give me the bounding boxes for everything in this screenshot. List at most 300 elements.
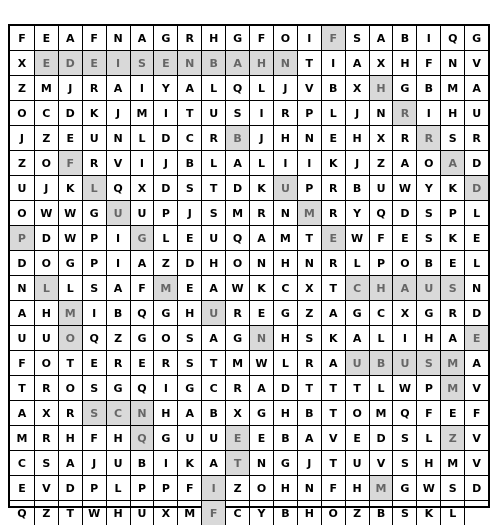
grid-cell[interactable]: P: [130, 476, 154, 500]
grid-cell[interactable]: X: [369, 126, 393, 150]
grid-cell[interactable]: F: [18, 356, 26, 370]
grid-cell[interactable]: Q: [130, 426, 154, 450]
grid-cell[interactable]: E: [321, 226, 345, 250]
grid-cell[interactable]: A: [392, 276, 416, 300]
grid-cell[interactable]: J: [249, 126, 273, 150]
grid-cell[interactable]: Q: [440, 26, 464, 50]
grid-cell[interactable]: R: [34, 376, 58, 400]
grid-cell[interactable]: S: [82, 376, 106, 400]
grid-cell[interactable]: C: [345, 276, 369, 300]
grid-cell[interactable]: A: [321, 351, 345, 375]
grid-cell[interactable]: W: [345, 226, 369, 250]
grid-cell[interactable]: B: [177, 151, 201, 175]
grid-cell[interactable]: M: [440, 76, 464, 100]
grid-cell[interactable]: B: [321, 76, 345, 100]
grid-cell[interactable]: U: [416, 276, 440, 300]
grid-cell[interactable]: J: [345, 101, 369, 125]
grid-cell[interactable]: D: [34, 226, 58, 250]
grid-cell[interactable]: W: [249, 351, 273, 375]
grid-cell[interactable]: S: [177, 351, 201, 375]
grid-cell[interactable]: E: [464, 226, 488, 250]
grid-cell[interactable]: I: [130, 151, 154, 175]
grid-cell[interactable]: G: [153, 426, 177, 450]
grid-cell[interactable]: R: [321, 251, 345, 275]
grid-cell[interactable]: D: [464, 151, 488, 175]
grid-cell[interactable]: L: [369, 376, 393, 400]
grid-cell[interactable]: D: [58, 476, 82, 500]
grid-cell[interactable]: A: [130, 26, 154, 50]
grid-cell[interactable]: N: [273, 51, 297, 75]
grid-cell[interactable]: R: [177, 26, 201, 50]
grid-cell[interactable]: E: [321, 126, 345, 150]
grid-cell[interactable]: U: [201, 426, 225, 450]
grid-cell[interactable]: H: [153, 401, 177, 425]
grid-cell[interactable]: T: [201, 351, 225, 375]
grid-cell[interactable]: A: [130, 251, 154, 275]
grid-cell[interactable]: H: [440, 101, 464, 125]
grid-cell[interactable]: H: [273, 251, 297, 275]
grid-cell[interactable]: S: [392, 426, 416, 450]
grid-cell[interactable]: G: [225, 26, 249, 50]
grid-cell[interactable]: I: [106, 251, 130, 275]
grid-cell[interactable]: N: [440, 51, 464, 75]
grid-cell[interactable]: C: [17, 456, 26, 470]
grid-cell[interactable]: R: [58, 401, 82, 425]
grid-cell[interactable]: G: [58, 251, 82, 275]
grid-cell[interactable]: I: [416, 26, 440, 50]
grid-cell[interactable]: G: [273, 301, 297, 325]
grid-cell[interactable]: C: [34, 101, 58, 125]
grid-cell[interactable]: R: [321, 201, 345, 225]
grid-cell[interactable]: C: [106, 401, 130, 425]
grid-cell[interactable]: U: [17, 331, 27, 345]
grid-cell[interactable]: Q: [130, 376, 154, 400]
grid-cell[interactable]: N: [297, 126, 321, 150]
grid-cell[interactable]: O: [34, 351, 58, 375]
grid-cell[interactable]: F: [416, 51, 440, 75]
grid-cell[interactable]: U: [106, 451, 130, 475]
grid-cell[interactable]: T: [297, 376, 321, 400]
grid-cell[interactable]: V: [297, 76, 321, 100]
grid-cell[interactable]: S: [201, 201, 225, 225]
grid-cell[interactable]: H: [392, 51, 416, 75]
grid-cell[interactable]: E: [177, 226, 201, 250]
grid-cell[interactable]: I: [153, 101, 177, 125]
grid-cell[interactable]: B: [273, 501, 297, 525]
grid-cell[interactable]: R: [416, 126, 440, 150]
grid-cell[interactable]: C: [225, 501, 249, 525]
grid-cell[interactable]: E: [153, 51, 177, 75]
grid-cell[interactable]: M: [34, 76, 58, 100]
grid-cell[interactable]: U: [130, 201, 154, 225]
grid-cell[interactable]: N: [17, 281, 27, 295]
grid-cell[interactable]: N: [249, 326, 273, 350]
grid-cell[interactable]: T: [297, 51, 321, 75]
grid-cell[interactable]: D: [153, 176, 177, 200]
grid-cell[interactable]: R: [225, 301, 249, 325]
grid-cell[interactable]: B: [225, 126, 249, 150]
grid-cell[interactable]: L: [249, 76, 273, 100]
grid-cell[interactable]: H: [416, 326, 440, 350]
grid-cell[interactable]: R: [34, 426, 58, 450]
grid-cell[interactable]: M: [58, 301, 82, 325]
grid-cell[interactable]: R: [106, 351, 130, 375]
grid-cell[interactable]: I: [82, 301, 106, 325]
grid-cell[interactable]: X: [297, 276, 321, 300]
grid-cell[interactable]: A: [321, 301, 345, 325]
grid-cell[interactable]: T: [321, 276, 345, 300]
grid-cell[interactable]: A: [345, 51, 369, 75]
grid-cell[interactable]: T: [58, 501, 82, 525]
grid-cell[interactable]: T: [321, 401, 345, 425]
grid-cell[interactable]: J: [273, 76, 297, 100]
grid-cell[interactable]: R: [153, 351, 177, 375]
grid-cell[interactable]: C: [369, 301, 393, 325]
grid-cell[interactable]: H: [273, 401, 297, 425]
grid-cell[interactable]: J: [34, 176, 58, 200]
grid-cell[interactable]: A: [58, 451, 82, 475]
grid-cell[interactable]: Z: [34, 501, 58, 525]
grid-cell[interactable]: D: [177, 251, 201, 275]
grid-cell[interactable]: D: [369, 426, 393, 450]
grid-cell[interactable]: L: [464, 201, 488, 225]
grid-cell[interactable]: S: [440, 276, 464, 300]
grid-cell[interactable]: L: [464, 251, 488, 275]
grid-cell[interactable]: F: [82, 426, 106, 450]
grid-cell[interactable]: E: [58, 126, 82, 150]
grid-cell[interactable]: A: [106, 76, 130, 100]
grid-cell[interactable]: B: [297, 401, 321, 425]
grid-cell[interactable]: S: [82, 401, 106, 425]
grid-cell[interactable]: S: [440, 126, 464, 150]
grid-cell[interactable]: L: [321, 101, 345, 125]
grid-cell[interactable]: [464, 501, 488, 525]
grid-cell[interactable]: F: [58, 151, 82, 175]
grid-cell[interactable]: A: [249, 226, 273, 250]
grid-cell[interactable]: L: [106, 476, 130, 500]
grid-cell[interactable]: L: [58, 276, 82, 300]
grid-cell[interactable]: S: [297, 326, 321, 350]
grid-cell[interactable]: R: [392, 126, 416, 150]
grid-cell[interactable]: P: [440, 201, 464, 225]
grid-cell[interactable]: Y: [345, 201, 369, 225]
grid-cell[interactable]: F: [321, 476, 345, 500]
grid-cell[interactable]: N: [297, 251, 321, 275]
grid-cell[interactable]: G: [273, 451, 297, 475]
grid-cell[interactable]: U: [464, 101, 488, 125]
grid-cell[interactable]: G: [130, 226, 154, 250]
grid-cell[interactable]: Y: [153, 76, 177, 100]
grid-cell[interactable]: A: [392, 151, 416, 175]
grid-cell[interactable]: H: [58, 426, 82, 450]
grid-cell[interactable]: A: [201, 326, 225, 350]
grid-cell[interactable]: B: [106, 301, 130, 325]
grid-cell[interactable]: Q: [17, 506, 27, 520]
grid-cell[interactable]: Q: [225, 76, 249, 100]
grid-cell[interactable]: M: [273, 226, 297, 250]
grid-cell[interactable]: X: [392, 301, 416, 325]
grid-cell[interactable]: N: [464, 276, 488, 300]
grid-cell[interactable]: C: [177, 126, 201, 150]
grid-cell[interactable]: A: [369, 26, 393, 50]
grid-cell[interactable]: W: [416, 476, 440, 500]
grid-cell[interactable]: A: [177, 76, 201, 100]
grid-cell[interactable]: A: [345, 326, 369, 350]
grid-cell[interactable]: H: [249, 51, 273, 75]
grid-cell[interactable]: J: [82, 451, 106, 475]
grid-cell[interactable]: G: [392, 476, 416, 500]
grid-cell[interactable]: R: [392, 101, 416, 125]
grid-cell[interactable]: Q: [225, 226, 249, 250]
grid-cell[interactable]: O: [17, 206, 27, 220]
grid-cell[interactable]: S: [416, 351, 440, 375]
grid-cell[interactable]: G: [153, 26, 177, 50]
grid-cell[interactable]: H: [34, 301, 58, 325]
grid-cell[interactable]: L: [440, 501, 464, 525]
grid-cell[interactable]: R: [82, 151, 106, 175]
grid-cell[interactable]: L: [153, 226, 177, 250]
grid-cell[interactable]: I: [297, 151, 321, 175]
grid-cell[interactable]: A: [201, 451, 225, 475]
grid-cell[interactable]: O: [17, 106, 27, 120]
grid-cell[interactable]: E: [82, 51, 106, 75]
grid-cell[interactable]: U: [201, 301, 225, 325]
grid-cell[interactable]: K: [249, 176, 273, 200]
grid-cell[interactable]: L: [345, 251, 369, 275]
grid-cell[interactable]: G: [345, 301, 369, 325]
grid-cell[interactable]: U: [273, 176, 297, 200]
grid-cell[interactable]: U: [369, 176, 393, 200]
grid-cell[interactable]: S: [225, 101, 249, 125]
grid-cell[interactable]: U: [201, 101, 225, 125]
grid-cell[interactable]: M: [16, 431, 28, 445]
grid-cell[interactable]: G: [416, 301, 440, 325]
grid-cell[interactable]: R: [297, 351, 321, 375]
grid-cell[interactable]: O: [34, 251, 58, 275]
grid-cell[interactable]: M: [225, 351, 249, 375]
grid-cell[interactable]: A: [464, 351, 488, 375]
grid-cell[interactable]: V: [464, 51, 488, 75]
grid-cell[interactable]: Z: [225, 476, 249, 500]
grid-cell[interactable]: E: [440, 251, 464, 275]
grid-cell[interactable]: G: [392, 76, 416, 100]
grid-cell[interactable]: I: [321, 51, 345, 75]
grid-cell[interactable]: I: [297, 26, 321, 50]
grid-cell[interactable]: K: [82, 101, 106, 125]
grid-cell[interactable]: Q: [130, 301, 154, 325]
grid-cell[interactable]: A: [225, 51, 249, 75]
grid-cell[interactable]: W: [392, 176, 416, 200]
grid-cell[interactable]: S: [34, 451, 58, 475]
grid-cell[interactable]: F: [249, 26, 273, 50]
grid-cell[interactable]: I: [249, 101, 273, 125]
grid-cell[interactable]: H: [416, 451, 440, 475]
grid-cell[interactable]: X: [225, 401, 249, 425]
grid-cell[interactable]: O: [58, 376, 82, 400]
grid-cell[interactable]: U: [201, 226, 225, 250]
grid-cell[interactable]: P: [153, 201, 177, 225]
grid-cell[interactable]: Q: [106, 176, 130, 200]
grid-cell[interactable]: H: [369, 276, 393, 300]
grid-cell[interactable]: L: [34, 276, 58, 300]
grid-cell[interactable]: P: [82, 226, 106, 250]
grid-cell[interactable]: K: [177, 451, 201, 475]
grid-cell[interactable]: E: [177, 276, 201, 300]
grid-cell[interactable]: I: [416, 101, 440, 125]
grid-cell[interactable]: F: [464, 401, 488, 425]
grid-cell[interactable]: D: [225, 176, 249, 200]
grid-cell[interactable]: V: [464, 426, 488, 450]
grid-cell[interactable]: E: [82, 351, 106, 375]
grid-cell[interactable]: G: [106, 376, 130, 400]
grid-cell[interactable]: M: [177, 501, 201, 525]
grid-cell[interactable]: D: [153, 126, 177, 150]
grid-cell[interactable]: T: [321, 376, 345, 400]
grid-cell[interactable]: F: [18, 31, 26, 45]
grid-cell[interactable]: X: [130, 176, 154, 200]
grid-cell[interactable]: Y: [416, 176, 440, 200]
grid-cell[interactable]: K: [249, 276, 273, 300]
grid-cell[interactable]: V: [321, 426, 345, 450]
grid-cell[interactable]: U: [345, 451, 369, 475]
grid-cell[interactable]: P: [416, 376, 440, 400]
grid-cell[interactable]: W: [82, 501, 106, 525]
grid-cell[interactable]: Q: [369, 201, 393, 225]
grid-cell[interactable]: S: [177, 176, 201, 200]
grid-cell[interactable]: A: [464, 76, 488, 100]
grid-cell[interactable]: E: [464, 326, 488, 350]
grid-cell[interactable]: H: [201, 26, 225, 50]
grid-cell[interactable]: F: [130, 276, 154, 300]
grid-cell[interactable]: M: [225, 201, 249, 225]
grid-cell[interactable]: T: [225, 451, 249, 475]
grid-cell[interactable]: O: [345, 401, 369, 425]
grid-cell[interactable]: B: [201, 401, 225, 425]
grid-cell[interactable]: F: [201, 501, 225, 525]
grid-cell[interactable]: N: [369, 101, 393, 125]
grid-cell[interactable]: W: [58, 201, 82, 225]
grid-cell[interactable]: D: [464, 476, 488, 500]
grid-cell[interactable]: E: [249, 301, 273, 325]
grid-cell[interactable]: E: [34, 26, 58, 50]
grid-cell[interactable]: D: [58, 101, 82, 125]
grid-cell[interactable]: U: [82, 126, 106, 150]
grid-cell[interactable]: P: [153, 476, 177, 500]
grid-cell[interactable]: A: [440, 326, 464, 350]
grid-cell[interactable]: D: [58, 51, 82, 75]
grid-cell[interactable]: Z: [34, 126, 58, 150]
grid-cell[interactable]: Z: [440, 426, 464, 450]
grid-cell[interactable]: V: [464, 451, 488, 475]
grid-cell[interactable]: O: [273, 26, 297, 50]
grid-cell[interactable]: J: [19, 131, 24, 145]
grid-cell[interactable]: I: [273, 151, 297, 175]
grid-cell[interactable]: W: [392, 376, 416, 400]
grid-cell[interactable]: E: [34, 51, 58, 75]
grid-cell[interactable]: T: [321, 451, 345, 475]
grid-cell[interactable]: B: [130, 451, 154, 475]
grid-cell[interactable]: A: [297, 426, 321, 450]
grid-cell[interactable]: S: [392, 451, 416, 475]
grid-cell[interactable]: U: [177, 426, 201, 450]
grid-cell[interactable]: R: [464, 126, 488, 150]
grid-cell[interactable]: R: [249, 201, 273, 225]
grid-cell[interactable]: N: [130, 401, 154, 425]
grid-cell[interactable]: S: [416, 201, 440, 225]
grid-cell[interactable]: M: [369, 476, 393, 500]
grid-cell[interactable]: M: [130, 101, 154, 125]
grid-cell[interactable]: A: [17, 406, 27, 420]
grid-cell[interactable]: P: [369, 251, 393, 275]
grid-cell[interactable]: H: [106, 426, 130, 450]
grid-cell[interactable]: U: [34, 326, 58, 350]
grid-cell[interactable]: T: [201, 176, 225, 200]
grid-cell[interactable]: H: [201, 251, 225, 275]
grid-cell[interactable]: Y: [249, 501, 273, 525]
grid-cell[interactable]: I: [153, 376, 177, 400]
grid-cell[interactable]: N: [297, 476, 321, 500]
grid-cell[interactable]: C: [201, 376, 225, 400]
grid-cell[interactable]: D: [464, 176, 488, 200]
grid-cell[interactable]: U: [345, 351, 369, 375]
grid-cell[interactable]: O: [249, 476, 273, 500]
grid-cell[interactable]: V: [106, 151, 130, 175]
grid-cell[interactable]: W: [225, 276, 249, 300]
grid-cell[interactable]: Z: [106, 326, 130, 350]
grid-cell[interactable]: B: [345, 176, 369, 200]
grid-cell[interactable]: Z: [17, 156, 26, 170]
grid-cell[interactable]: A: [225, 151, 249, 175]
grid-cell[interactable]: F: [369, 226, 393, 250]
grid-cell[interactable]: B: [369, 351, 393, 375]
grid-cell[interactable]: Q: [392, 401, 416, 425]
grid-cell[interactable]: R: [82, 76, 106, 100]
grid-cell[interactable]: G: [82, 201, 106, 225]
grid-cell[interactable]: I: [106, 51, 130, 75]
grid-cell[interactable]: E: [130, 351, 154, 375]
grid-cell[interactable]: O: [225, 251, 249, 275]
grid-cell[interactable]: K: [321, 151, 345, 175]
grid-cell[interactable]: D: [17, 256, 27, 270]
grid-cell[interactable]: S: [440, 476, 464, 500]
grid-cell[interactable]: T: [297, 226, 321, 250]
grid-cell[interactable]: D: [464, 301, 488, 325]
grid-cell[interactable]: U: [392, 351, 416, 375]
grid-cell[interactable]: W: [58, 226, 82, 250]
grid-cell[interactable]: K: [58, 176, 82, 200]
grid-cell[interactable]: C: [273, 276, 297, 300]
grid-cell[interactable]: P: [82, 251, 106, 275]
grid-cell[interactable]: G: [249, 401, 273, 425]
grid-cell[interactable]: D: [392, 201, 416, 225]
grid-cell[interactable]: A: [177, 401, 201, 425]
grid-cell[interactable]: N: [177, 51, 201, 75]
grid-cell[interactable]: A: [201, 276, 225, 300]
grid-cell[interactable]: O: [321, 501, 345, 525]
grid-cell[interactable]: S: [416, 226, 440, 250]
grid-cell[interactable]: M: [369, 401, 393, 425]
grid-cell[interactable]: I: [130, 76, 154, 100]
grid-cell[interactable]: X: [153, 501, 177, 525]
grid-cell[interactable]: S: [130, 51, 154, 75]
grid-cell[interactable]: L: [369, 326, 393, 350]
grid-cell[interactable]: A: [440, 151, 464, 175]
grid-cell[interactable]: M: [153, 276, 177, 300]
grid-cell[interactable]: Q: [82, 326, 106, 350]
grid-cell[interactable]: X: [34, 401, 58, 425]
grid-cell[interactable]: A: [58, 26, 82, 50]
grid-cell[interactable]: O: [416, 151, 440, 175]
